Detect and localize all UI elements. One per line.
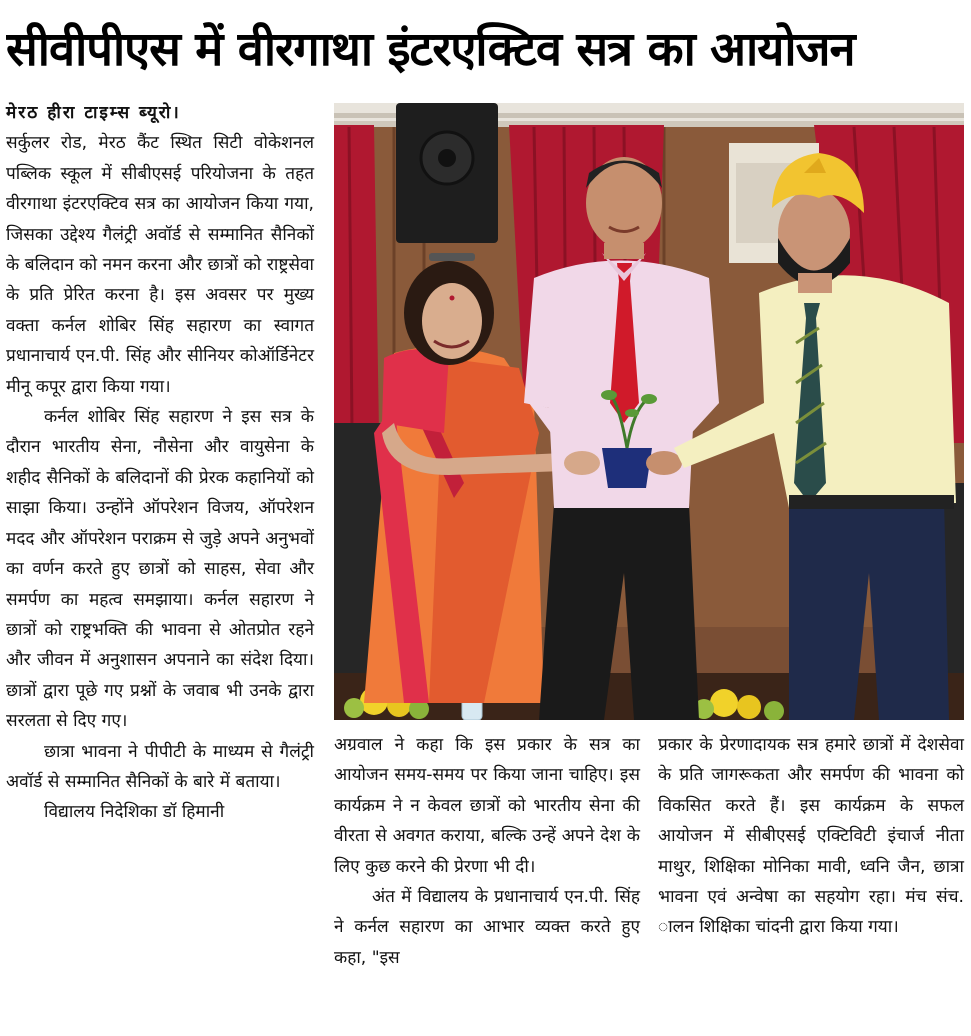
paragraph-closing: प्रकार के प्रेरणादायक सत्र हमारे छात्रों में देशसेवा के प्रति जागरूकता और समर्पण की भावना को विकसित करते हैं। इस कार्यक्रम के सफल आयोजन में सीबीएसई एक्टिविटी इंचार्ज नीता माथुर, शिक्षिका मोनिका मावी, ध्वनि जैन, छात्रा भावना एवं अन्वेषा का सहयोग रहा। मंच संच. ालन शिक्षिका चांदनी द्वारा किया गया। [658,735,964,938]
headline: सीवीपीएस में वीरगाथा इंटरएक्टिव सत्र का आयोजन [6,22,855,77]
text-column-right [658,730,964,1030]
paragraph-director-start: विद्यालय निदेशिका डॉ हिमानी [44,802,225,823]
paragraph-student-ppt: छात्रा भावना ने पीपीटी के माध्यम से गैलंट्री अवॉर्ड से सम्मानित सैनिकों के बारे में बताया। [6,741,314,792]
paragraph-principal-thanks: अंत में विद्यालय के प्रधानाचार्य एन.पी. सिंह ने कर्नल सहारण का आभार व्यक्त करते हुए कहा, "इस [334,887,640,968]
paragraph-intro: सर्कुलर रोड, मेरठ कैंट स्थित सिटी वोकेशनल पब्लिक स्कूल में सीबीएसई परियोजना के तहत वीरगाथा इंटरएक्टिव सत्र का आयोजन किया गया, जिसका उद्देश्य गैलंट्री अवॉर्ड से सम्मानित सैनिकों के बलिदान को नमन करना और छात्रों को राष्ट्रसेवा के प्रति प्रेरित करना है। इस अवसर पर मुख्य वक्ता कर्नल शोबिर सिंह सहारण का स्वागत प्रधानाचार्य एन.पी. सिंह और सीनियर कोऑर्डिनेटर मीनू कपूर द्वारा किया गया। [6,133,314,397]
paragraph-director-quote: अग्रवाल ने कहा कि इस प्रकार के सत्र का आयोजन समय-समय पर किया जाना चाहिए। इस कार्यक्रम ने न केवल छात्रों को भारतीय सेना की वीरता से अवगत कराया, बल्कि उन्हें अपने देश के लिए कुछ करने की प्रेरणा भी दी। [334,735,640,877]
paragraph-colonel-talk: कर्नल शोबिर सिंह सहारण ने इस सत्र के दौरान भारतीय सेना, नौसेना और वायुसेना के शहीद सैनिकों के बलिदानों की प्रेरक कहानियों को साझा किया। उन्होंने ऑपरेशन विजय, ऑपरेशन मदद और ऑपरेशन पराक्रम से जुड़े अपने अनुभवों का वर्णन करते हुए छात्रों को साहस, सेवा और समर्पण का महत्व समझाया। कर्नल सहारण ने छात्रों को राष्ट्रभक्ति की भावना से ओतप्रोत रहने और जीवन में अनुशासन अपनाने का संदेश दिया। छात्रों द्वारा पूछे गए प्रश्नों के जवाब भी उनके द्वारा सरलता से दिए गए। [6,407,314,732]
byline: मेरठ हीरा टाइम्स ब्यूरो। [6,103,181,123]
text-column-left [6,98,314,1028]
text-column-middle [334,730,640,1030]
event-photo [334,103,964,720]
photo-illustration [334,103,964,720]
